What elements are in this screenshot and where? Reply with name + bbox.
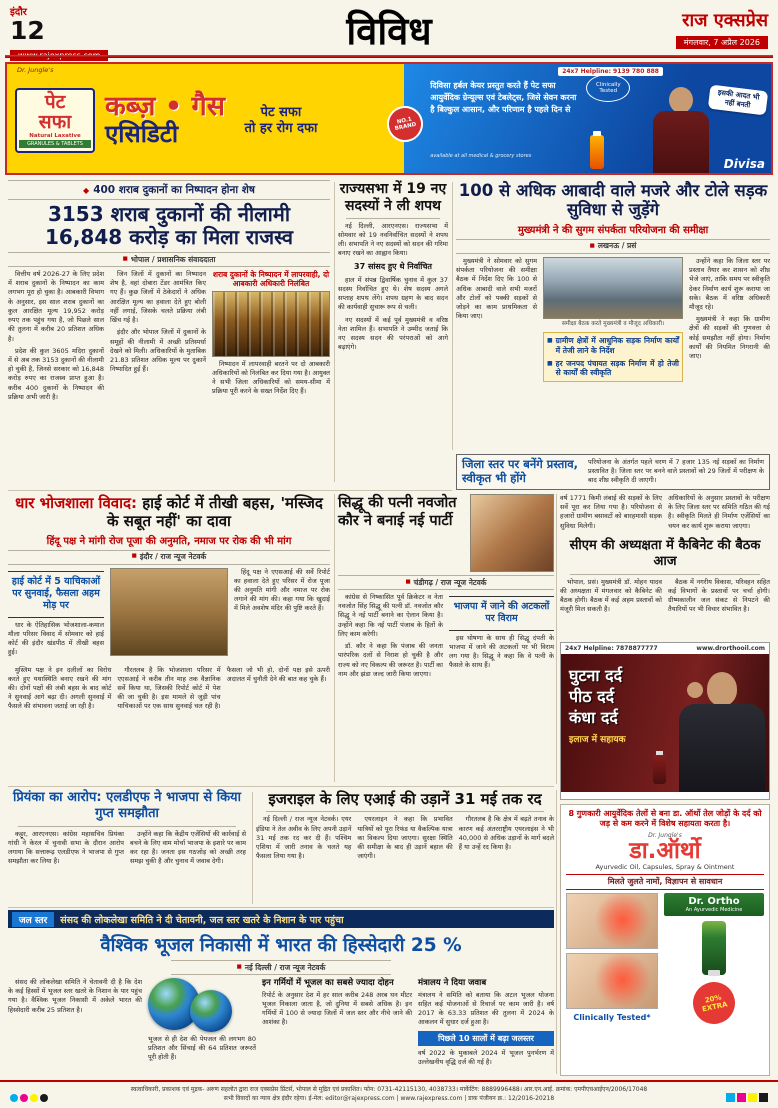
paragraph: वर्ष 2022 के मुकाबले 2024 में भूजल पुनर्भरण में उल्लेखनीय वृद्धि दर्ज की गई है। — [418, 1048, 554, 1067]
article-headline: 3153 शराब दुकानों की नीलामी 16,848 करोड़ का मिला राजस्व — [45, 202, 293, 249]
bottle-cap — [656, 751, 663, 755]
photo-caption: समीक्षा बैठक करते मुख्यमंत्री व मौजूद अधिकारी। — [561, 320, 665, 327]
byline-text: नई दिल्ली / राज न्यूज नेटवर्क — [244, 962, 326, 972]
ad-headline-2: एसिडिटी — [105, 120, 179, 149]
paragraph: उन्होंने कहा कि केंद्रीय एजेंसियों की कार्रवाई से बचने के लिए वाम मोर्चा भाजपा के इशारे पर काम कर रहा है। जनता इस गठजोड़ को अच्छी तरह समझ चुकी है और चुनाव में जवाब देगी। — [130, 829, 246, 866]
paragraph: मंत्रालय ने समिति को बताया कि अटल भूजल योजना सहित कई योजनाओं से रिचार्ज पर काम जारी है। वर्ष 2017 के 63.33 प्रतिशत की तुलना में 2024 के आकलन में सुधार दर्ज हुआ है। — [418, 990, 554, 1027]
divisa-logo: Divisa — [723, 157, 765, 171]
knee-pain-photo — [566, 893, 658, 949]
article-groundwater — [8, 910, 554, 1076]
masthead-rule — [5, 55, 773, 58]
product-bottle-image — [702, 921, 726, 975]
article-headline: 100 से अधिक आबादी वाले मजरे और टोले सड़क सुविधा से जुड़ेंगे — [458, 181, 768, 220]
body-column — [668, 494, 770, 534]
paragraph: वित्तीय वर्ष 2026-27 के लिए प्रदेश में शराब दुकानों के निष्पादन का काम लगभग पूरा हो चुका है। आबकारी विभाग के अनुसार, इस साल शराब दुकानों का कुल आरक्षित मूल्य 19,952 करोड़ रुपए तक पहुंच गया है, जो पिछले साल की तुलना में करीब 20 प्रतिशत अधिक है। — [8, 270, 104, 343]
ad-brand-subline: Ayurvedic Oil, Capsules, Spray & Ointment — [595, 862, 735, 871]
ad-speech-bubble: इसकी आदत भी नहीं बनती — [708, 85, 768, 116]
ad-contact-strip — [561, 643, 769, 654]
inline-subhead: 37 सांसद हुए थे निर्वाचित — [354, 262, 432, 272]
pain-line: कंधा दर्द — [569, 707, 618, 727]
ad-product-area — [566, 893, 764, 1051]
sub-headline: इन गर्मियों में भूजल का सबसे ज्यादा दोहन — [262, 978, 394, 988]
pain-list — [569, 666, 626, 745]
paragraph: नई दिल्ली, आरएनएस। राज्यसभा में सोमवार को 19 नवनिर्वाचित सदस्यों ने शपथ ली। सभापति ने नए सदस्यों को सदन की गरिमा बनाए रखने का आह्वान किया। — [338, 221, 448, 258]
pain-subline: इलाज में सहायक — [569, 735, 626, 746]
article-headline: सीएम की अध्यक्षता में कैबिनेट की बैठक आज — [569, 538, 761, 570]
ad-brand-script: Dr. Jungle's — [648, 831, 682, 839]
photo-column — [110, 568, 228, 662]
square-bullet-icon: ■ — [589, 242, 595, 249]
drortho-dark-ad — [560, 642, 770, 800]
paragraph: रिपोर्ट के अनुसार देश में हर साल करीब 248 अरब घन मीटर भूजल निकाला जाता है, जो दुनिया में सबसे अधिक है। इन गर्मियों में 100 से ज्यादा जिलों में जल स्तर और नीचे जाने की आशंका है। — [262, 990, 412, 1027]
pull-quote-box: भाजपा में जाने की अटकलों पर विराम — [449, 596, 554, 631]
paragraph: भूजल से ही देश की पेयजल की लगभग 80 प्रतिशत और सिंचाई की 64 प्रतिशत जरूरतें पूरी होती हैं। — [148, 1035, 256, 1062]
yellow-mark — [30, 1094, 38, 1102]
headline-rule — [346, 218, 440, 219]
article-headline: इजराइल के लिए एआई की उड़ानें 31 मई तक रद — [268, 790, 542, 808]
article-navjot-kaur-party — [338, 494, 554, 784]
byline — [8, 550, 330, 565]
paragraph: कांग्रेस से निष्कासित पूर्व क्रिकेटर व नेता नवजोत सिंह सिद्धू की पत्नी डॉ. नवजोत कौर सिद्धू ने नई पार्टी बनाने का ऐलान किया है। उन्होंने कहा कि नई पार्टी पंजाब के हितों के लिए काम करेगी। — [338, 593, 443, 638]
model-fist — [687, 682, 703, 698]
product-name: Dr. Ortho — [688, 895, 740, 907]
ad-model-body — [653, 111, 709, 173]
model-body — [679, 704, 765, 792]
highlight-box — [543, 332, 683, 382]
bottle-cap — [708, 970, 720, 976]
section-rule — [8, 907, 554, 908]
paper-brand: राज एक्सप्रेस — [682, 10, 768, 31]
petsafa-logo — [15, 88, 95, 154]
ad-helpline: 24x7 Helpline: 7878877777 — [565, 645, 658, 652]
liquor-bottles-photo — [212, 291, 330, 357]
paragraph: गौरतलब है कि भोजशाला परिसर में एएसआई ने करीब तीन माह तक वैज्ञानिक सर्वे किया था, जिसकी रिपोर्ट कोर्ट में पेश की जा चुकी है। इस मामले से जुड़ी पांच याचिकाओं पर एक साथ सुनवाई चल रही है। फैसला जो भी हो, दोनों पक्ष इसे ऊपरी अदालत में चुनौती देने की बात कह चुके हैं। — [117, 665, 330, 711]
clinically-tested-badge: Clinically Tested — [586, 74, 630, 102]
pain-line: पीठ दर्द — [569, 686, 615, 706]
highlight-box: हाई कोर्ट में 5 याचिकाओं पर सुनवाई, फैसला अहम मोड़ पर — [8, 571, 104, 618]
edition-date: मंगलवार, 7 अप्रैल 2026 — [676, 36, 768, 49]
paragraph: गौरतलब है कि क्षेत्र में बढ़ते तनाव के कारण कई अंतरराष्ट्रीय एयरलाइंस ने भी 40,000 से अधिक उड़ानों के मार्ग बदले हैं या उन्हें रद किया है। — [458, 815, 554, 851]
paragraph: नई दिल्ली / राज न्यूज नेटवर्क। एयर इंडिया ने तेल अवीव के लिए अपनी उड़ानें 31 मई तक रद कर दी हैं। पश्चिम एशिया में जारी तनाव के चलते यह फैसला लिया गया है। — [256, 815, 352, 861]
headline-rule — [570, 574, 760, 575]
article-cabinet-meeting — [560, 538, 770, 638]
article-liquor-auction — [8, 180, 330, 488]
paragraph: नए सदस्यों में कई पूर्व मुख्यमंत्री व वरिष्ठ नेता शामिल हैं। सभापति ने उम्मीद जताई कि नए सदस्य सदन की परंपराओं को आगे बढ़ाएंगे। — [338, 315, 448, 352]
petsafa-logo-line2: सफा — [38, 110, 72, 133]
body-column — [418, 978, 554, 1078]
article-kicker — [8, 180, 330, 200]
oil-bottle-image — [653, 754, 666, 784]
section-rule — [8, 490, 452, 491]
petsafa-ad — [5, 62, 773, 175]
article-mid — [8, 568, 330, 662]
article-body — [560, 578, 770, 618]
article-subhead: हिंदू पक्ष ने मांगी रोज पूजा की अनुमति, नमाज पर रोक की भी मांग — [46, 535, 292, 547]
section-rule — [8, 786, 554, 787]
pain-line: घुटना दर्द — [569, 666, 623, 685]
ad-slogan-line2: तो हर रोग दफा — [244, 120, 318, 136]
body-column — [110, 270, 206, 482]
petsafa-logo-sub2: GRANULES & TABLETS — [19, 140, 91, 148]
kicker-text: 400 शराब दुकानों का निष्पादन होना शेष — [93, 184, 255, 196]
column-rule — [452, 182, 453, 450]
paragraph: हाल में संपन्न द्विवार्षिक चुनाव में कुल 37 सदस्य निर्वाचित हुए थे। शेष सदस्य अगले सप्ताह शपथ लेंगे। शपथ ग्रहण के बाद सदन की कार्यवाही सुचारू रूप से चली। — [338, 275, 448, 312]
article-subhead: मुख्यमंत्री ने की सुगम संपर्कता परियोजना की समीक्षा — [517, 224, 709, 236]
earth-image — [190, 990, 232, 1032]
article-body — [256, 815, 554, 861]
product-subline: An Ayurvedic Medicine — [685, 906, 743, 913]
model-head — [707, 672, 737, 706]
imprint-line2: सभी विवादों का न्याय क्षेत्र इंदौर रहेगा। ई-मेल: editor@rajexpress.com | www.rajexpress.com | डाक पंजीयन क्र.: 12/2016-20218 — [223, 1095, 555, 1102]
paragraph: मुस्लिम पक्ष ने इन दलीलों का विरोध करते हुए यथास्थिति बनाए रखने की मांग की। दोनों पक्षों की लंबी बहस के बाद कोर्ट ने सुनवाई आगे बढ़ा दी। अगली सुनवाई में फैसले की संभावना जताई जा रही है। — [8, 665, 112, 711]
band-label: जल स्तर — [12, 912, 54, 927]
paragraph: बैठक में नगरीय विकास, परिवहन सहित कई विभागों के प्रस्तावों पर चर्चा होगी। ग्रीष्मकालीन जल संकट से निपटने की तैयारियों पर भी विचार संभावित है। — [668, 577, 770, 614]
article-rural-roads — [456, 180, 770, 452]
page-number: 12 — [10, 16, 45, 45]
petsafa-bottle-image — [590, 135, 604, 169]
article-body — [338, 222, 448, 353]
article-headline: सिद्धू की पत्नी नवजोत कौर ने बनाई नई पार्टी — [338, 495, 457, 530]
headline-rule — [266, 811, 544, 812]
body-column — [689, 257, 770, 443]
article-body — [8, 978, 554, 1078]
magenta-mark — [20, 1094, 28, 1102]
paragraph: वर्ष 1771 किमी लंबाई की सड़कों के लिए सर्वे पूरा कर लिया गया है। परियोजना से हजारों ग्रामीण बसावटों को बारहमासी सड़क सुविधा मिलेगी। — [560, 494, 662, 530]
sub-headline: मंत्रालय ने दिया जवाब — [418, 978, 487, 988]
column-rule — [556, 494, 557, 784]
byline — [171, 960, 391, 975]
body-column — [8, 568, 104, 662]
paragraph: धार के ऐतिहासिक भोजशाला-कमाल मौला परिसर विवाद में सोमवार को हाई कोर्ट की इंदौर खंडपीठ में तीखी बहस हुई। — [8, 620, 104, 657]
registration-marks-left — [10, 1094, 48, 1102]
paragraph: अधिकारियों के अनुसार प्रस्तावों के परीक्षण के लिए जिला स्तर पर समिति गठित की गई है। स्वीकृति मिलते ही निर्माण एजेंसियों का चयन कर कार्य शुरू कराया जाएगा। — [668, 494, 770, 530]
highlight-item — [547, 336, 679, 356]
yellow-mark — [748, 1093, 757, 1102]
black-mark — [759, 1093, 768, 1102]
paragraph: निष्पादन में लापरवाही बरतने पर दो आबकारी अधिकारियों को निलंबित कर दिया गया है। आयुक्त ने सभी जिला अधिकारियों को समय-सीमा में प्रक्रिया पूरी करने के सख्त निर्देश दिए हैं। — [212, 359, 330, 396]
column-rule — [252, 792, 253, 904]
product-carton — [664, 893, 764, 916]
ad-slogan — [235, 105, 327, 136]
paragraph: मुख्यमंत्री ने कहा कि ग्रामीण क्षेत्रों की सड़कों की गुणवत्ता से कोई समझौता नहीं होगा। निर्माण कार्यों की नियमित निगरानी की जाए। — [689, 315, 770, 361]
paragraph: एयरलाइन ने कहा कि प्रभावित यात्रियों को पूरा रिफंड या वैकल्पिक यात्रा का विकल्प दिया जाएगा। सुरक्षा स्थिति की समीक्षा के बाद ही उड़ानें बहाल की जाएंगी। — [357, 815, 453, 861]
highlight-item — [547, 359, 679, 379]
body-column — [543, 257, 683, 443]
edition-city: इंदौर — [10, 7, 27, 18]
body-column — [449, 593, 554, 773]
photo-caption-head: शराब दुकानों के निष्पादन में लापरवाही, दो आबकारी अधिकारी निलंबित — [212, 270, 330, 289]
band-continued — [560, 494, 770, 534]
band-district-proposals — [456, 454, 770, 490]
petsafa-ad-right — [394, 64, 771, 173]
drortho-product-ad — [560, 804, 770, 1076]
cyan-mark — [10, 1094, 18, 1102]
square-bullet-icon: ■ — [236, 963, 242, 970]
photo-column — [148, 978, 256, 1078]
article-body — [8, 270, 330, 482]
earth-images — [148, 978, 256, 1032]
article-headline — [8, 494, 330, 531]
body-column — [8, 978, 142, 1078]
masthead-left — [10, 4, 108, 62]
article-bhojshala — [8, 494, 330, 784]
paragraph: जिन जिलों में दुकानों का निष्पादन शेष है, वहां दोबारा टेंडर आमंत्रित किए गए हैं। कुछ जिलों में ठेकेदारों ने अधिक आरक्षित मूल्य का हवाला देते हुए बोली नहीं लगाई, जिसके चलते प्रक्रिया लंबी खिंच गई है। — [110, 270, 206, 325]
ad-pitch-text: दिविसा हर्बल केयर प्रस्तुत करते हैं पेट सफा आयुर्वेदिक ग्रेन्यूल्स एवं टेबलेट्स, जिसे सेवन करना है बिल्कुल आसान, और परिणाम है पहले दिन से — [430, 81, 577, 114]
petsafa-logo-line1: पेट — [44, 90, 66, 113]
column-rule — [334, 182, 335, 482]
petsafa-logo-sub1: Natural Laxative — [29, 133, 81, 140]
ad-claim-text: 8 गुणकारी आयुर्वेदिक तेलों से बना डा. ऑर्थो तेल जोड़ों के दर्द को जड़ से कम करने में विशेष सहायता करता है। — [568, 809, 762, 829]
article-bottom — [8, 666, 330, 784]
ad-slogan-line1: पेट सफा — [260, 104, 302, 120]
article-body — [456, 257, 770, 443]
ad-helpline: 24x7 Helpline: 9139 780 888 — [558, 67, 663, 76]
cm-meeting-photo — [543, 257, 683, 319]
band-body — [588, 458, 764, 486]
highlight-text: ग्रामीण क्षेत्रों में आधुनिक सड़क निर्माण कार्यों में तेजी लाने के निर्देश — [555, 336, 679, 355]
band-headline: जिला स्तर पर बनेंगे प्रस्ताव, स्वीकृत भी होंगे — [462, 457, 579, 485]
body-column — [338, 593, 443, 773]
paragraph: मुख्यमंत्री ने सोमवार को सुगम संपर्कता परियोजना की समीक्षा बैठक में निर्देश दिए कि 100 से अधिक आबादी वाले सभी मजरों और टोलों को पक्की सड़कों से जोड़ने का काम प्राथमिकता से किया जाए। — [456, 256, 537, 321]
body-column — [262, 978, 412, 1078]
ad-headline-1: कब्ज़ • गैस — [105, 91, 225, 123]
paragraph: भोपाल, प्रसं। मुख्यमंत्री डॉ. मोहन यादव की अध्यक्षता में मंगलवार को कैबिनेट की बैठक होगी। बैठक में कई अहम प्रस्तावों को मंजूरी मिल सकती है। — [560, 577, 662, 614]
ad-brand-name: डा.ऑर्थो — [629, 837, 701, 864]
paragraph: कट्टूर, आरएनएस। कांग्रेस महासचिव प्रियंका गांधी ने केरल में चुनावी सभा के दौरान आरोप लगाया कि सत्तारूढ़ एलडीएफ ने भाजपा से गुप्त समझौता कर लिया है। — [8, 829, 124, 866]
section-band — [8, 910, 554, 928]
body-column — [456, 257, 537, 443]
section-title: विविध — [346, 9, 432, 53]
article-headline: राज्यसभा में 19 नए सदस्यों ने ली शपथ — [339, 181, 447, 214]
masthead-right — [676, 8, 768, 49]
diamond-bullet-icon: ◆ — [83, 185, 90, 195]
imprint-footer — [0, 1080, 778, 1108]
black-mark — [40, 1094, 48, 1102]
square-bullet-icon: ■ — [122, 255, 128, 262]
petsafa-ad-left — [7, 64, 404, 173]
paragraph: प्रदेश की कुल 3605 मदिरा दुकानों में से अब तक 3153 दुकानों की नीलामी हो चुकी है, जिनसे सरकार को 16,848 करोड़ रुपए का राजस्व प्राप्त हुआ है। करीब 400 दुकानों के निष्पादन की प्रक्रिया अभी जारी है। — [8, 346, 104, 401]
no1-brand-stamp: NO.1 BRAND — [384, 103, 427, 146]
ad-product-column — [664, 893, 764, 1051]
extra-offer-burst: 20% EXTRA — [689, 978, 739, 1028]
body-column — [234, 568, 330, 662]
body-column — [560, 494, 662, 534]
paragraph: उन्होंने कहा कि जिला स्तर पर प्रस्ताव तैयार कर शासन को शीघ्र भेजे जाएं, ताकि समय पर स्वीकृति देकर निर्माण कार्य शुरू कराया जा सके। बैठक में वरिष्ठ अधिकारी मौजूद रहे। — [689, 256, 770, 312]
paragraph: इस घोषणा के साथ ही सिद्धू दंपती के भाजपा में जाने की अटकलों पर भी विराम लग गया है। सिद्धू ने कहा कि वे पत्नी के फैसले के साथ हैं। — [449, 633, 554, 670]
byline-text: चंडीगढ़ / राज न्यूज नेटवर्क — [413, 577, 487, 587]
paragraph: डॉ. कौर ने कहा कि पंजाब की जनता पारंपरिक दलों से निराश हो चुकी है और राज्य को नए विकल्प की जरूरत है। पार्टी का नाम और झंडा जल्द जारी किया जाएगा। — [338, 642, 443, 678]
shoulder-pain-photo — [566, 953, 658, 1009]
square-bullet-icon: ■ — [405, 578, 411, 585]
imprint-line1: स्वत्वाधिकारी, प्रकाशक एवं मुद्रक- अरुण सहलोत द्वारा राज एक्सप्रेस प्रिंटर्स, भोपाल से मुद्रित एवं प्रकाशित। फोन: 0731-42115130, 4038733। मार्केटिंग: 8889996488। आर.एन.आई. क्रमांक: एमपीएचआईएन/2006/17048 — [130, 1086, 648, 1093]
byline-text: इंदौर / राज न्यूज नेटवर्क — [139, 552, 207, 562]
byline-text: लखनऊ / प्रसं — [597, 241, 637, 251]
ad-visual — [561, 654, 769, 792]
headline-main: हाई कोर्ट में तीखी बहस, 'मस्जिद के सबूत नहीं' का दावा — [107, 494, 323, 531]
ad-brand-script: Dr. Jungle's — [17, 66, 54, 74]
square-bullet-icon: ■ — [547, 359, 553, 367]
headline-kicker-red: धार भोजशाला विवाद: — [15, 494, 137, 512]
ad-website: www.drorthooil.com — [696, 645, 765, 652]
body-column — [8, 270, 104, 482]
ad-photo-column — [566, 893, 658, 1051]
body-column — [212, 270, 330, 482]
registration-marks-right — [726, 1093, 768, 1102]
ad-headline-block — [105, 93, 225, 148]
column-rule — [334, 494, 335, 782]
highlight-text: हर जनपद पंचायत सड़क निर्माण में हो तेजी से कार्यों की स्वीकृति — [555, 358, 679, 378]
navjot-kaur-photo — [470, 494, 554, 572]
square-bullet-icon: ■ — [547, 337, 553, 345]
article-priyanka-ldf — [8, 790, 246, 906]
paragraph: संसद की लोकलेखा समिति ने चेतावनी दी है कि देश के कई हिस्सों में भूजल स्तर खतरे के निशान के पार पहुंच गया है। वैश्विक भूजल निकासी में अकेले भारत की हिस्सेदारी करीब 25 प्रतिशत है। — [8, 978, 142, 1014]
article-body — [338, 593, 554, 773]
fact-box-title: पिछले 10 सालों में बढ़ा जलस्तर — [418, 1031, 554, 1046]
cyan-mark — [726, 1093, 735, 1102]
head-row — [338, 494, 554, 572]
ad-model-photo — [653, 87, 709, 173]
band-text: संसद की लोकलेखा समिति ने दी चेतावनी, जल स्तर खतरे के निशान के पार पहुंचा — [60, 914, 344, 926]
byline-text: भोपाल / प्रशासनिक संवाददाता — [130, 254, 216, 264]
article-headline: प्रियंका का आरोप: एलडीएफ ने भाजपा से किया गुप्त समझौता — [13, 790, 241, 822]
clinically-tested-text: Clinically Tested* — [573, 1012, 651, 1022]
ad-model-head — [669, 87, 693, 113]
byline — [456, 239, 770, 254]
article-rajyasabha-oath — [338, 180, 448, 488]
byline — [338, 575, 554, 590]
paragraph: इंदौर और भोपाल जिलों में दुकानों के समूहों की नीलामी में अच्छी प्रतिस्पर्धा देखने को मिली। अधिकारियों के मुताबिक 21.83 प्रतिशत अधिक मूल्य पर दुकानें निष्पादित हुई हैं। — [110, 328, 206, 374]
bottle-cap — [593, 131, 601, 136]
paragraph: हिंदू पक्ष ने एएसआई की सर्वे रिपोर्ट का हवाला देते हुए परिसर में रोज पूजा की अनुमति मांगी और नमाज पर रोक लगाने की मांग की। कहा गया कि खुदाई में मिले अवशेष मंदिर की पुष्टि करते हैं। — [234, 567, 330, 613]
magenta-mark — [737, 1093, 746, 1102]
article-headline: वैश्विक भूजल निकासी में भारत की हिस्सेदारी 25 % — [100, 935, 462, 956]
square-bullet-icon: ■ — [131, 553, 137, 560]
article-airindia-israel — [256, 790, 554, 906]
column-rule — [556, 790, 557, 1074]
bhojshala-photo — [110, 568, 228, 656]
byline — [8, 252, 330, 267]
ajay-devgn-photo — [675, 668, 767, 792]
paragraph: परियोजना के अंतर्गत पहले चरण में 7 हजार 135 नई सड़कों का निर्माण प्रस्तावित है। जिला स्तर पर बनने वाले प्रस्तावों को 29 जिलों में परीक्षण के बाद शीघ्र स्वीकृति दी जाएगी। — [588, 458, 764, 485]
headline-rule — [18, 826, 236, 827]
article-body — [8, 830, 246, 870]
ad-availability-text: available at all medical & grocery stores — [430, 153, 532, 159]
ad-warning-note: मिलते जुलते नामों, विज्ञापन से सावधान — [566, 874, 764, 890]
